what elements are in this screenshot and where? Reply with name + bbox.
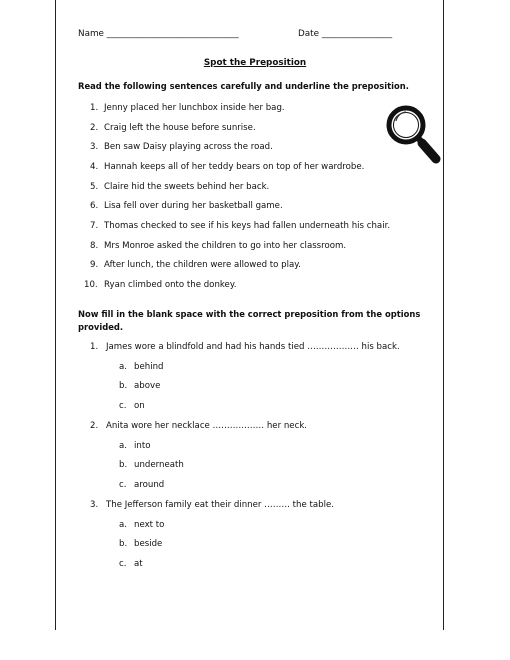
option-text: beside [134, 539, 163, 549]
option-letter: c. [119, 401, 127, 411]
option-letter: c. [119, 480, 127, 490]
option-text: behind [134, 362, 164, 372]
item-text: Lisa fell over during her basketball game. [104, 201, 283, 211]
sentence-item [78, 201, 283, 211]
question-item [90, 342, 400, 352]
page-border-left [55, 0, 56, 630]
option-item [119, 520, 164, 530]
sentence-item [78, 123, 256, 133]
item-number: 8. [90, 241, 99, 251]
item-text: After lunch, the children were allowed to play. [104, 260, 301, 270]
question-number: 1. [90, 342, 99, 352]
item-number: 1. [90, 103, 99, 113]
magnifying-glass-icon [382, 101, 442, 171]
item-text: Ryan climbed onto the donkey. [104, 280, 237, 290]
question-item [90, 421, 307, 431]
sentence-item [78, 103, 285, 113]
option-item [119, 559, 143, 569]
item-number: 2. [90, 123, 99, 133]
sentence-item [78, 280, 236, 290]
option-letter: b. [119, 381, 128, 391]
section2-instruction: Now fill in the blank space with the correct preposition from the options provided. [78, 309, 421, 332]
option-text: above [134, 381, 161, 391]
question-item [90, 500, 334, 510]
option-text: into [134, 441, 151, 451]
option-letter: a. [119, 441, 127, 451]
item-number: 5. [90, 182, 99, 192]
option-text: next to [134, 520, 165, 530]
sentence-item [78, 142, 273, 152]
question-text: The Jefferson family eat their dinner ……… the table. [106, 500, 334, 510]
item-number: 6. [90, 201, 99, 211]
item-number: 9. [90, 260, 99, 270]
option-item [119, 362, 163, 372]
sentence-item [78, 221, 390, 231]
option-letter: b. [119, 539, 128, 549]
option-item [119, 441, 150, 451]
option-text: underneath [134, 460, 184, 470]
question-text: James wore a blindfold and had his hands tied ……………… his back. [106, 342, 400, 352]
name-line: Name ______________________________ [78, 29, 239, 39]
item-text: Mrs Monroe asked the children to go into her classroom. [104, 241, 347, 251]
item-number: 4. [90, 162, 99, 172]
option-item [119, 480, 164, 490]
section1-instruction: Read the following sentences carefully and underline the preposition. [78, 81, 409, 91]
item-text: Craig left the house before sunrise. [104, 123, 256, 133]
date-line: Date ________________ [298, 29, 393, 39]
question-number: 3. [90, 500, 99, 510]
sentence-item [78, 241, 346, 251]
option-letter: a. [119, 362, 127, 372]
item-text: Claire hid the sweets behind her back. [104, 182, 270, 192]
option-item [119, 539, 162, 549]
option-item [119, 381, 160, 391]
option-letter: a. [119, 520, 127, 530]
page-border-right [443, 0, 444, 630]
item-text: Jenny placed her lunchbox inside her bag. [104, 103, 285, 113]
item-number: 3. [90, 142, 99, 152]
question-number: 2. [90, 421, 99, 431]
page-title: Spot the Preposition [203, 58, 307, 68]
item-number: 7. [90, 221, 99, 231]
option-text: around [134, 480, 165, 490]
option-letter: b. [119, 460, 128, 470]
sentence-item [78, 182, 269, 192]
item-text: Ben saw Daisy playing across the road. [104, 142, 273, 152]
item-text: Hannah keeps all of her teddy bears on top of her wardrobe. [104, 162, 365, 172]
option-text: at [134, 559, 143, 569]
item-number: 10. [84, 280, 98, 290]
question-text: Anita wore her necklace ……………… her neck. [106, 421, 308, 431]
option-item [119, 460, 184, 470]
item-text: Thomas checked to see if his keys had fallen underneath his chair. [104, 221, 391, 231]
sentence-item [78, 162, 364, 172]
option-letter: c. [119, 559, 127, 569]
option-item [119, 401, 145, 411]
sentence-item [78, 260, 301, 270]
option-text: on [134, 401, 145, 411]
